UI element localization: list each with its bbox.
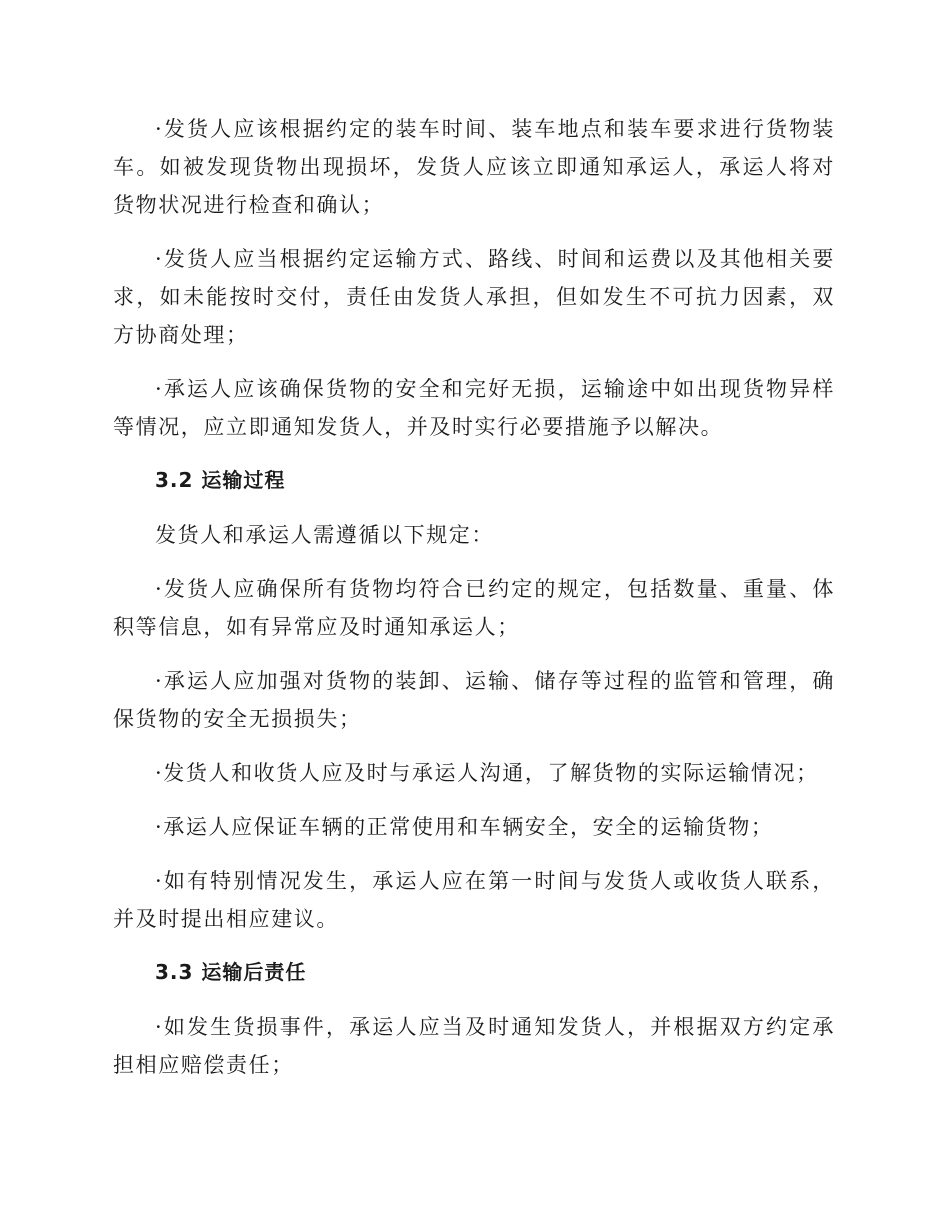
- paragraph-transport-requirements: ·发货人应当根据约定运输方式、路线、时间和运费以及其他相关要求，如未能按时交付，责任由发货人承担，但如发生不可抗力因素，双方协商处理；: [113, 247, 835, 347]
- paragraph-carrier-safety: ·承运人应该确保货物的安全和完好无损，运输途中如出现货物异样等情况，应立即通知发货人，并及时实行必要措施予以解决。: [113, 377, 835, 439]
- paragraph-vehicle-safety: ·承运人应保证车辆的正常使用和车辆安全，安全的运输货物；: [155, 815, 774, 839]
- paragraph-damage-liability: ·如发生货损事件，承运人应当及时通知发货人，并根据双方约定承担相应赔偿责任；: [113, 1015, 835, 1077]
- paragraph-rules-intro: 发货人和承运人需遵循以下规定：: [155, 523, 494, 547]
- document-body: [113, 110, 835, 1100]
- paragraph-communication: ·发货人和收货人应及时与承运人沟通，了解货物的实际运输情况；: [155, 761, 819, 785]
- paragraph-cargo-compliance: ·发货人应确保所有货物均符合已约定的规定，包括数量、重量、体积等信息，如有异常应及时通知承运人；: [113, 577, 835, 639]
- paragraph-special-situations: ·如有特别情况发生，承运人应在第一时间与发货人或收货人联系，并及时提出相应建议。: [113, 869, 835, 931]
- section-heading-3-3: 3.3 运输后责任: [155, 960, 307, 984]
- section-heading-3-2: 3.2 运输过程: [155, 468, 286, 492]
- paragraph-carrier-supervision: ·承运人应加强对货物的装卸、运输、储存等过程的监管和管理，确保货物的安全无损损失；: [113, 669, 835, 731]
- paragraph-loading-obligations: ·发货人应该根据约定的装车时间、装车地点和装车要求进行货物装车。如被发现货物出现损坏，发货人应该立即通知承运人，承运人将对货物状况进行检查和确认；: [113, 117, 835, 217]
